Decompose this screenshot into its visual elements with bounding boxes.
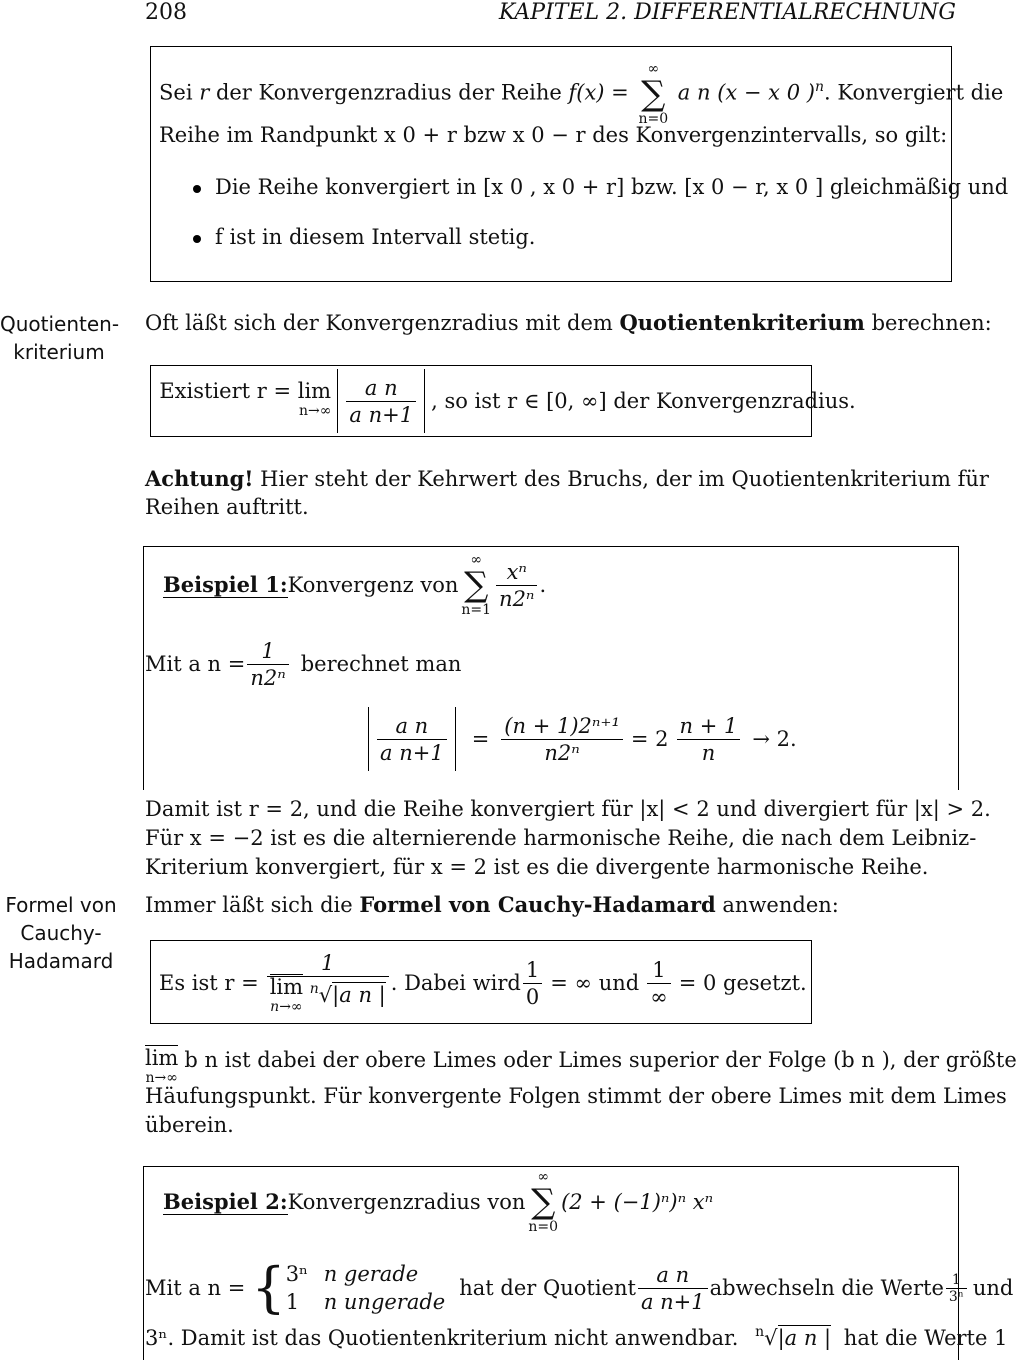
margin-note-cauchy <box>0 891 122 975</box>
var-r: r <box>199 80 210 105</box>
text: Konvergenzradius von <box>287 1190 526 1214</box>
cases: 3ⁿ n gerade 1 n ungerade <box>285 1262 446 1314</box>
abs-bar <box>455 707 456 771</box>
theorem-bullet-1 <box>193 175 1008 199</box>
example1-calc: $\frac{\text{a n}}{\text{a n+1}}$ = $\frac{\text{(n + 1)2ⁿ⁺¹}}{\text{n2ⁿ}}$ = 2 $\frac{n + 1}{n}$ → 2. <box>362 704 797 774</box>
small-fraction: $\frac{1}{\text{3ⁿ}}$ <box>946 1272 967 1305</box>
example-label: Beispiel 1: <box>163 572 288 597</box>
step-fraction: $\frac{n + 1}{n}$ <box>677 713 741 766</box>
text: = 0 gesetzt. <box>678 971 807 995</box>
ratio-fraction: $\frac{\text{a n}}{\text{a n+1}}$ <box>377 713 447 766</box>
term-bold: Quotientenkriterium <box>619 310 865 335</box>
series-term: a n (x − x 0 ) <box>677 80 815 105</box>
text: 3ⁿ. Damit ist das Quotientenkriterium nicht anwendbar. <box>145 1326 739 1350</box>
one-over-zero: $\frac{1}{0}$ <box>523 957 542 1010</box>
step-fraction: $\frac{\text{(n + 1)2ⁿ⁺¹}}{\text{n2ⁿ}}$ <box>501 713 623 766</box>
quotient-box-content <box>159 368 856 434</box>
sum-symbol: ∞ ∑ n=0 <box>528 1169 559 1235</box>
radius-fraction: 1 lim n→∞ $^n$√|a n | <box>267 950 389 1017</box>
text: Sei <box>159 80 200 105</box>
text: hat die Werte 1 <box>843 1326 1008 1350</box>
text: berechnen: <box>864 311 992 335</box>
theorem-line-1 <box>159 61 1003 127</box>
bullet-text: Die Reihe konvergiert in [x 0 , x 0 + r] bzw. [x 0 − r, x 0 ] gleichmäßig und <box>215 175 1009 199</box>
chapter-title: KAPITEL 2. DIFFERENTIALRECHNUNG <box>498 0 956 25</box>
cases-brace: { <box>251 1256 286 1319</box>
example2-title <box>163 1168 713 1236</box>
example1-title: Beispiel 1: Konvergenz von ∞ ∑ n=1 $\frac{\text{xⁿ}}{\text{n2ⁿ}}$ . <box>163 552 547 618</box>
theorem-box <box>150 46 1009 282</box>
text: anwenden: <box>715 893 839 917</box>
text: berechnet man <box>300 652 462 676</box>
text: b n ist dabei der obere Limes oder Limes superior der Folge (b n ), der größte <box>184 1048 1017 1072</box>
example1-result-1: Damit ist r = 2, und die Reihe konvergiert für |x| < 2 und divergiert für |x| > 2. <box>145 797 991 821</box>
text: und <box>972 1276 1014 1300</box>
limit-operator: Existiert r = lim n→∞ <box>159 379 332 419</box>
example-label: Beispiel 2: <box>163 1189 288 1214</box>
text: der Konvergenzradius der Reihe <box>209 80 569 105</box>
margin-line: Formel von <box>5 893 117 917</box>
margin-line: Cauchy- <box>20 921 102 945</box>
text: . Dabei wird <box>390 971 521 995</box>
text: hat der Quotient <box>459 1276 636 1300</box>
text: , so ist r ∈ [0, ∞] der Konvergenzradius. <box>431 389 856 413</box>
example1-result-3: Kriterium konvergiert, für x = 2 ist es die divergente harmonische Reihe. <box>145 855 929 879</box>
sum-symbol: ∞ ∑ n=1 <box>461 552 492 618</box>
cauchy-intro <box>145 892 839 917</box>
an-fraction: $\frac{1}{\text{n2ⁿ}}$ <box>247 638 288 691</box>
abs-bar <box>337 369 338 433</box>
text: Konvergenz von <box>287 573 459 597</box>
quotient-fraction: $\frac{\text{a n}}{\text{a n+1}}$ <box>638 1262 708 1315</box>
ratio-fraction: $\frac{\text{a n}}{\text{a n+1}}$ <box>346 375 416 428</box>
text: Oft läßt sich der Konvergenzradius mit dem <box>145 311 620 335</box>
margin-line: Hadamard <box>8 949 114 973</box>
bullet-icon <box>193 235 201 243</box>
margin-line: Quotienten- <box>0 312 120 336</box>
abs-bar <box>424 369 425 433</box>
one-over-infinity: $\frac{1}{\infty}$ <box>647 957 671 1010</box>
nth-root: $^n$√|a n | <box>755 1324 832 1350</box>
text: abwechseln die Werte <box>709 1276 944 1300</box>
text: Hier steht der Kehrwert des Bruchs, der im Quotientenkriterium für <box>253 467 989 491</box>
series-fraction: $\frac{\text{xⁿ}}{\text{n2ⁿ}}$ <box>496 559 537 612</box>
page-number: 208 <box>145 0 187 25</box>
limsup-line-1 <box>145 1048 1017 1088</box>
example2-mit <box>145 1256 1013 1320</box>
quotient-intro <box>145 310 992 335</box>
theorem-line-2: Reihe im Randpunkt x 0 + r bzw x 0 − r des Konvergenzintervalls, so gilt: <box>159 123 948 147</box>
margin-note-quotient <box>0 310 118 366</box>
example1-mit <box>145 632 461 696</box>
text: Mit a n = <box>145 652 246 676</box>
limsup-line-3: überein. <box>145 1113 234 1137</box>
text: = ∞ und <box>550 971 640 995</box>
achtung-line-1 <box>145 466 989 491</box>
theorem-bullet-2 <box>193 225 536 249</box>
example2-last-line <box>145 1326 1007 1350</box>
exponent: n <box>814 78 824 95</box>
cauchy-box <box>150 940 812 1024</box>
bullet-text: f ist in diesem Intervall stetig. <box>215 225 536 249</box>
achtung-line-2: Reihen auftritt. <box>145 495 309 519</box>
text: Immer läßt sich die <box>145 893 360 917</box>
text: Mit a n = <box>145 1276 246 1300</box>
text: . Konvergiert die <box>823 80 1004 105</box>
bullet-icon <box>193 185 201 193</box>
limsup-operator: lim n→∞ <box>145 1046 179 1086</box>
cauchy-box-content <box>159 945 807 1021</box>
function-f: f(x) = <box>568 80 629 105</box>
example1-result-2: Für x = −2 ist es die alternierende harmonische Reihe, die nach dem Leibniz- <box>145 826 977 850</box>
limsup-line-2: Häufungspunkt. Für konvergente Folgen stimmt der obere Limes mit dem Limes <box>145 1084 1007 1108</box>
abs-bar <box>368 707 369 771</box>
series-term: (2 + (−1)ⁿ)ⁿ xⁿ <box>561 1190 714 1214</box>
quotient-box <box>150 365 856 437</box>
margin-line: kriterium <box>13 340 105 364</box>
text: Es ist r = <box>159 971 259 995</box>
sum-symbol: ∞ ∑ n=0 <box>638 61 669 127</box>
achtung-label: Achtung! <box>145 466 254 491</box>
term-bold: Formel von Cauchy-Hadamard <box>359 892 716 917</box>
